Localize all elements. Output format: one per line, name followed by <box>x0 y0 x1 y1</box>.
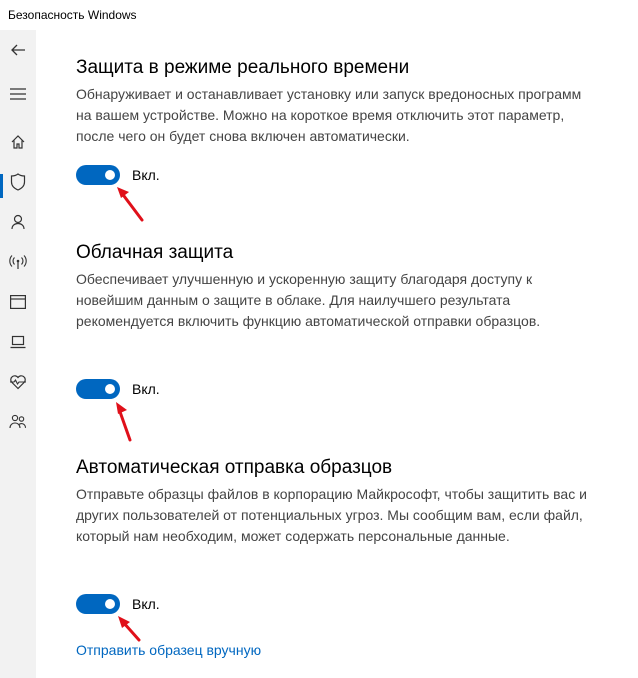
annotation-arrow <box>114 614 144 644</box>
selected-indicator <box>0 174 3 198</box>
annotation-arrow <box>112 400 136 444</box>
toggle-state-label: Вкл. <box>132 381 160 397</box>
toggle-knob <box>105 599 115 609</box>
sidebar-item-device-health[interactable] <box>0 366 36 398</box>
laptop-icon <box>10 335 26 349</box>
toggle-state-label: Вкл. <box>132 167 160 183</box>
section-heading: Защита в режиме реального времени <box>76 57 410 78</box>
section-cloud-protection <box>76 241 596 332</box>
sidebar-item-family-options[interactable] <box>0 406 36 438</box>
person-icon <box>10 214 26 230</box>
app-browser-icon <box>10 295 26 309</box>
back-button[interactable] <box>0 34 36 66</box>
realtime-protection-toggle[interactable] <box>76 165 120 185</box>
family-icon <box>9 414 27 430</box>
section-heading: Облачная защита <box>76 242 234 263</box>
section-heading: Автоматическая отправка образцов <box>76 457 393 478</box>
toggle-row-cloud <box>76 379 160 399</box>
back-arrow-icon <box>10 42 26 58</box>
cloud-protection-toggle[interactable] <box>76 379 120 399</box>
shield-icon <box>10 173 26 191</box>
annotation-arrow <box>112 184 148 224</box>
sidebar-item-virus-protection[interactable] <box>0 166 36 198</box>
heart-health-icon <box>9 374 27 390</box>
window-title: Безопасность Windows <box>8 8 137 22</box>
section-sample-submission <box>76 456 596 547</box>
sidebar-item-device-security[interactable] <box>0 326 36 358</box>
sidebar <box>0 30 36 678</box>
manual-submit-link[interactable]: Отправить образец вручную <box>76 642 262 658</box>
toggle-knob <box>105 384 115 394</box>
sidebar-item-home[interactable] <box>0 126 36 158</box>
hamburger-menu-icon <box>10 87 26 101</box>
sidebar-item-firewall[interactable] <box>0 246 36 278</box>
home-icon <box>10 134 26 150</box>
main-content <box>36 30 638 678</box>
toggle-row-realtime <box>76 165 160 185</box>
hamburger-menu-button[interactable] <box>0 78 36 110</box>
wireless-icon <box>9 254 27 270</box>
section-description: Обеспечивает улучшенную и ускоренную защиту благодаря доступу к новейшим данным о защите в облаке. Для наилучшего результата рекомендуется включить функцию автоматической отправки образцов. <box>76 271 541 329</box>
title-bar <box>0 0 638 30</box>
sample-submission-toggle[interactable] <box>76 594 120 614</box>
sidebar-item-app-browser[interactable] <box>0 286 36 318</box>
toggle-knob <box>105 170 115 180</box>
toggle-state-label: Вкл. <box>132 596 160 612</box>
section-description: Отправьте образцы файлов в корпорацию Майкрософт, чтобы защитить вас и других пользователей от потенциальных угроз. Мы сообщим вам, если файл, который нам необходим, может содержать персональные данные. <box>76 486 587 544</box>
section-description: Обнаруживает и останавливает установку или запуск вредоносных программ на вашем устройстве. Можно на короткое время отключить этот параметр, после чего он будет снова включен автоматически. <box>76 86 582 144</box>
sidebar-item-account[interactable] <box>0 206 36 238</box>
section-realtime-protection <box>76 56 596 147</box>
toggle-row-samples <box>76 594 160 614</box>
